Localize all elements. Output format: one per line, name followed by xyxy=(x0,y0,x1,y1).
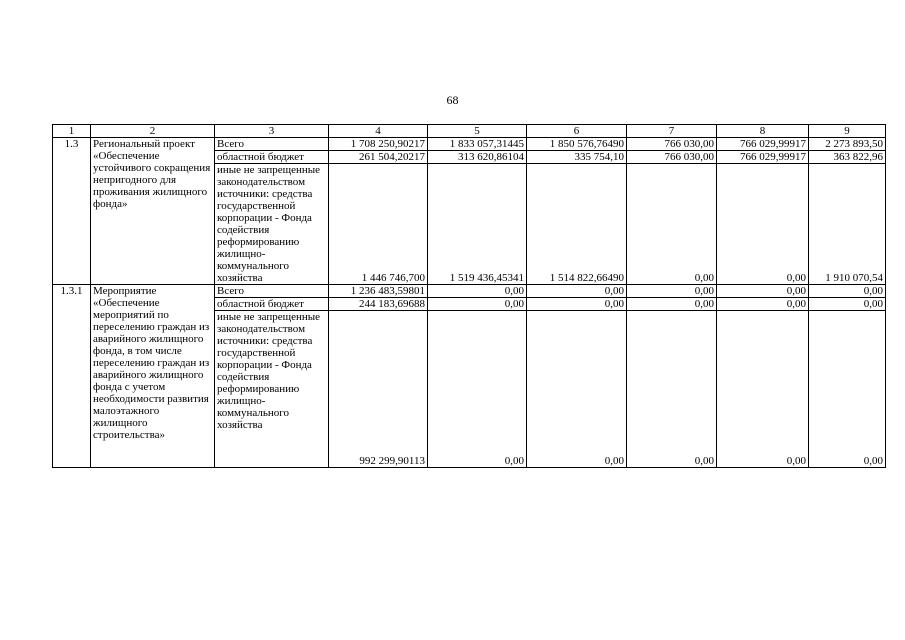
value-cell: 0,00 xyxy=(428,311,527,468)
value-cell: 0,00 xyxy=(717,298,809,311)
value-cell: 0,00 xyxy=(627,311,717,468)
column-header: 7 xyxy=(627,125,717,138)
value-cell: 335 754,10 xyxy=(527,151,627,164)
value-cell: 1 236 483,59801 xyxy=(329,285,428,298)
table-row xyxy=(53,285,886,298)
section-name: Мероприятие «Обеспечение мероприятий по переселению граждан из аварийного жилищного фонда, в том числе переселению граждан из аварийного жилищного фонда с учетом необходимости развития малоэтажного жилищного строительства» xyxy=(91,285,215,468)
section-code: 1.3.1 xyxy=(53,285,91,468)
column-header: 3 xyxy=(215,125,329,138)
table-row xyxy=(53,138,886,151)
section-name: Региональный проект «Обеспечение устойчивого сокращения непригодного для проживания жилищного фонда» xyxy=(91,138,215,285)
value-cell: 1 850 576,76490 xyxy=(527,138,627,151)
value-cell: 1 519 436,45341 xyxy=(428,164,527,285)
value-cell: 0,00 xyxy=(627,285,717,298)
column-header-row xyxy=(53,125,886,138)
value-cell: 1 833 057,31445 xyxy=(428,138,527,151)
value-cell: 261 504,20217 xyxy=(329,151,428,164)
value-cell: 0,00 xyxy=(627,298,717,311)
value-cell: 992 299,90113 xyxy=(329,311,428,468)
value-cell: 0,00 xyxy=(809,298,886,311)
column-header: 2 xyxy=(91,125,215,138)
value-cell: 1 708 250,90217 xyxy=(329,138,428,151)
value-cell: 363 822,96 xyxy=(809,151,886,164)
column-header: 6 xyxy=(527,125,627,138)
funding-source: областной бюджет xyxy=(215,151,329,164)
value-cell: 0,00 xyxy=(428,285,527,298)
value-cell: 0,00 xyxy=(527,285,627,298)
value-cell: 0,00 xyxy=(809,285,886,298)
value-cell: 1 446 746,700 xyxy=(329,164,428,285)
value-cell: 766 029,99917 xyxy=(717,151,809,164)
value-cell: 0,00 xyxy=(428,298,527,311)
funding-source: областной бюджет xyxy=(215,298,329,311)
value-cell: 766 030,00 xyxy=(627,151,717,164)
column-header: 4 xyxy=(329,125,428,138)
funding-source: иные не запрещенные законодательством источники: средства государственной корпорации - Фонда содействия реформированию жилищно-коммунального хозяйства xyxy=(215,164,329,285)
value-cell: 1 514 822,66490 xyxy=(527,164,627,285)
value-cell: 2 273 893,50 xyxy=(809,138,886,151)
column-header: 5 xyxy=(428,125,527,138)
value-cell: 0,00 xyxy=(809,311,886,468)
value-cell: 766 030,00 xyxy=(627,138,717,151)
value-cell: 0,00 xyxy=(717,311,809,468)
value-cell: 244 183,69688 xyxy=(329,298,428,311)
value-cell: 0,00 xyxy=(527,311,627,468)
value-cell: 0,00 xyxy=(627,164,717,285)
value-cell: 313 620,86104 xyxy=(428,151,527,164)
value-cell: 766 029,99917 xyxy=(717,138,809,151)
value-cell: 0,00 xyxy=(717,285,809,298)
page-number: 68 xyxy=(446,93,459,107)
column-header: 9 xyxy=(809,125,886,138)
column-header: 8 xyxy=(717,125,809,138)
column-header: 1 xyxy=(53,125,91,138)
funding-source: иные не запрещенные законодательством источники: средства государственной корпорации - Фонда содействия реформированию жилищно-коммунального хозяйства xyxy=(215,311,329,468)
value-cell: 0,00 xyxy=(527,298,627,311)
value-cell: 0,00 xyxy=(717,164,809,285)
funding-source: Всего xyxy=(215,285,329,298)
value-cell: 1 910 070,54 xyxy=(809,164,886,285)
section-code: 1.3 xyxy=(53,138,91,285)
funding-source: Всего xyxy=(215,138,329,151)
budget-table xyxy=(52,124,886,468)
